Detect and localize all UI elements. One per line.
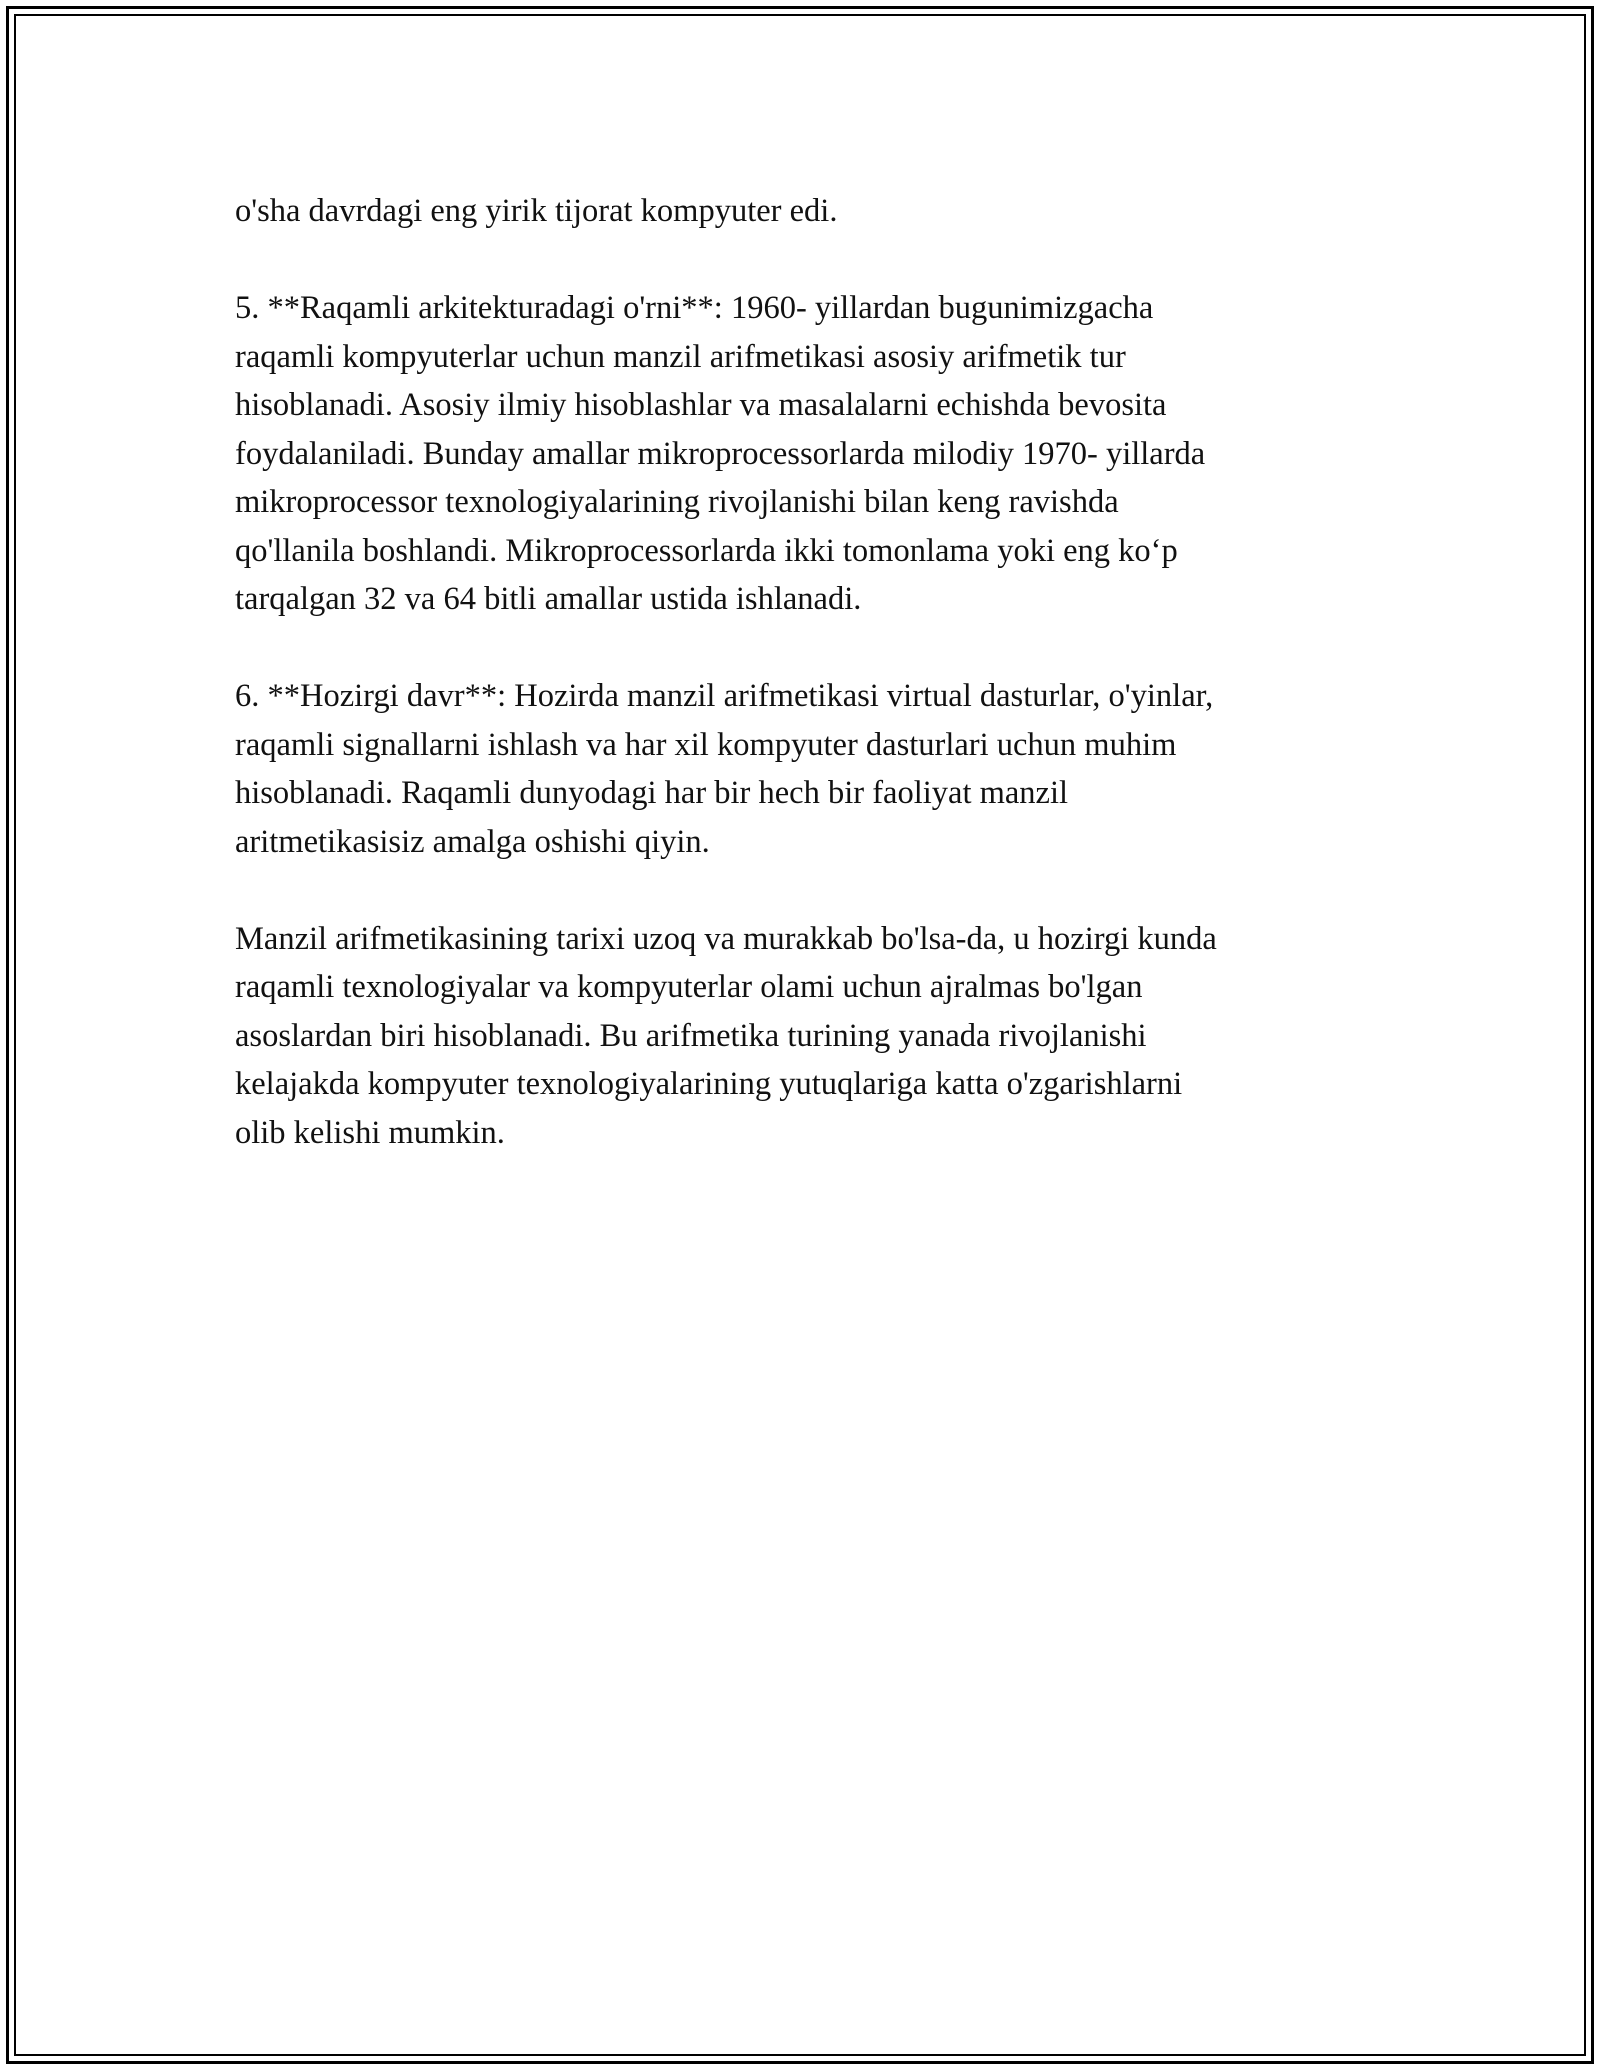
- text-line: 6. **Hozirgi davr**: Hozirda manzil arifmetikasi virtual dasturlar, o'yinlar,: [235, 678, 1214, 714]
- text-line: asoslardan biri hisoblanadi. Bu arifmetika turining yanada rivojlanishi: [235, 1017, 1147, 1054]
- text-line: raqamli signallarni ishlash va har xil kompyuter dasturlari uchun muhim: [235, 726, 1177, 763]
- text-line: foydalaniladi. Bunday amallar mikroprocessorlarda milodiy 1970- yillarda: [235, 435, 1206, 472]
- text-line: 5. **Raqamli arkitekturadagi o'rni**: 1960- yillardan bugunimizgacha: [235, 290, 1154, 326]
- text-line: kelajakda kompyuter texnologiyalarining yutuqlariga katta o'zgarishlarni: [235, 1066, 1183, 1102]
- text-line: o'sha davrdagi eng yirik tijorat kompyuter edi.: [235, 193, 838, 229]
- text-line: aritmetikasisiz amalga oshishi qiyin.: [235, 823, 710, 860]
- text-line: raqamli kompyuterlar uchun manzil arifmetikasi asosiy arifmetik tur: [235, 338, 1126, 375]
- text-line: Manzil arifmetikasining tarixi uzoq va murakkab bo'lsa-da, u hozirgi kunda: [235, 920, 1217, 957]
- text-line: hisoblanadi. Asosiy ilmiy hisoblashlar va masalalarni echishda bevosita: [235, 387, 1167, 423]
- text-line: olib kelishi mumkin.: [235, 1114, 505, 1151]
- text-line: tarqalgan 32 va 64 bitli amallar ustida ishlanadi.: [235, 581, 862, 617]
- paragraph-continuation: [235, 187, 1365, 236]
- document-body: [235, 187, 1365, 1206]
- text-line: mikroprocessor texnologiyalarining rivojlanishi bilan keng ravishda: [235, 484, 1119, 520]
- paragraph-conclusion: [235, 915, 1365, 1158]
- paragraph-item-5: [235, 284, 1365, 624]
- text-line: hisoblanadi. Raqamli dunyodagi har bir hech bir faoliyat manzil: [235, 775, 1069, 811]
- text-line: qo'llanila boshlandi. Mikroprocessorlarda ikki tomonlama yoki eng ko‘p: [235, 532, 1178, 569]
- paragraph-item-6: [235, 672, 1365, 866]
- text-line: raqamli texnologiyalar va kompyuterlar olami uchun ajralmas bo'lgan: [235, 969, 1143, 1005]
